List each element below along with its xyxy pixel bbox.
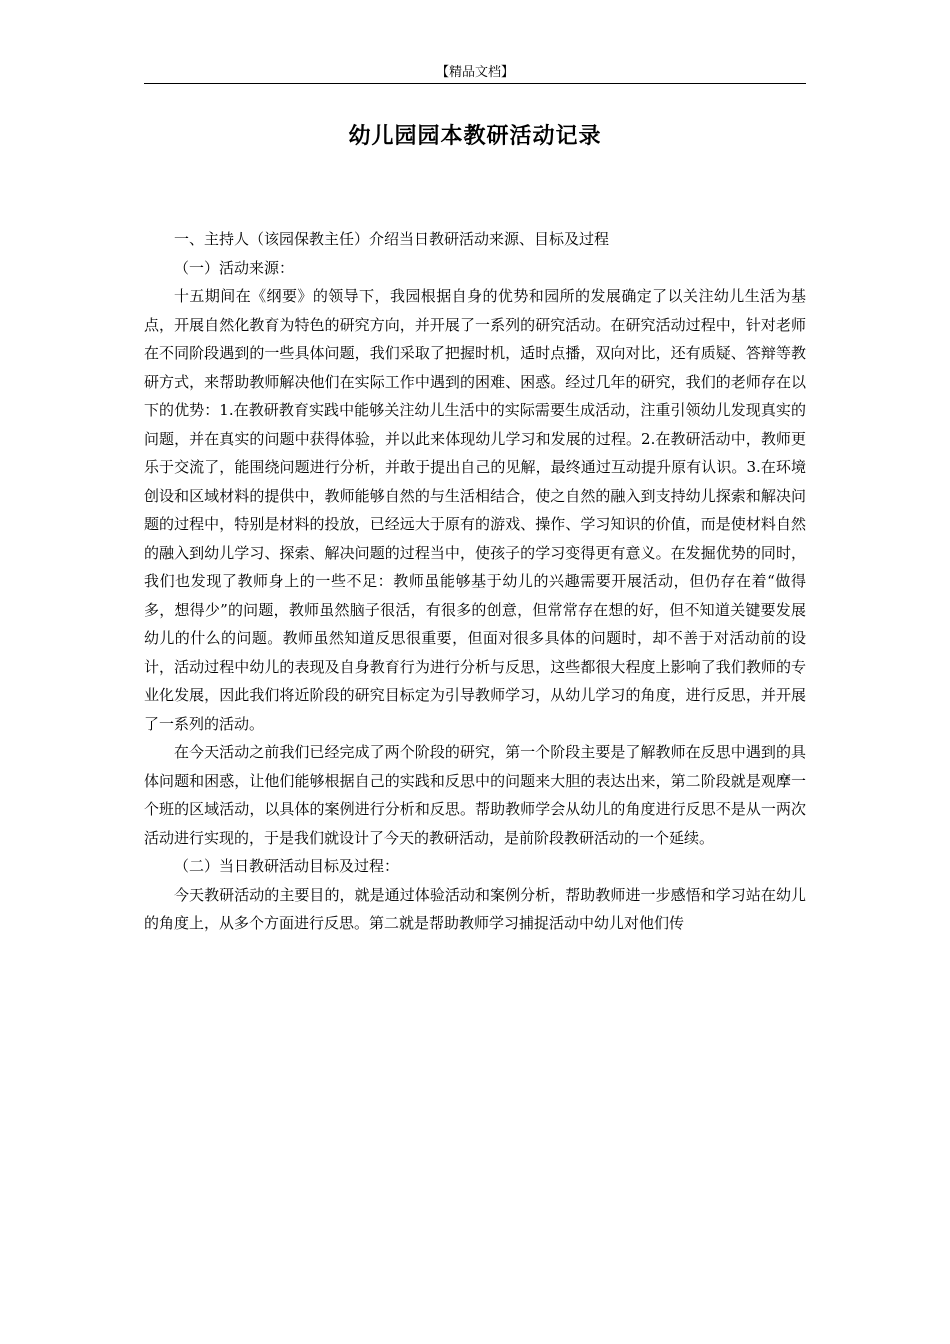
subsection-heading-goals-process: （二）当日教研活动目标及过程：: [174, 857, 400, 875]
paragraph-previous-stages: 在今天活动之前我们已经完成了两个阶段的研究，第一个阶段主要是了解教师在反思中遇到的具体问题和困惑，让他们能够根据自己的实践和反思中的问题来大胆的表达出来，第二阶段就是观摩一个班的区域活动，以具体的案例进行分析和反思。帮助教师学会从幼儿的角度进行反思不是从一两次活动进行实现的，于是我们就设计了今天的教研活动，是前阶段教研活动的一个延续。: [144, 743, 806, 847]
page-header-label: 【精品文档】: [435, 65, 514, 80]
subsection-heading-activity-source: （一）活动来源：: [174, 258, 295, 277]
header-divider: [144, 83, 806, 84]
section-heading-host-intro: 一、主持人（该园保教主任）介绍当日教研活动来源、目标及过程: [174, 230, 610, 248]
paragraph-research-background: 十五期间在《纲要》的领导下，我园根据自身的优势和园所的发展确定了以关注幼儿生活为基点，开展自然化教育为特色的研究方向，并开展了一系列的研究活动。在研究活动过程中，针对老师在不同阶段遇到的一些具体问题，我们采取了把握时机，适时点播，双向对比，还有质疑、答辩等教研方式，来帮助教师解决他们在实际工作中遇到的困难、困惑。经过几年的研究，我们的老师存在以下的优势：1.在教研教育实践中能够关注幼儿生活中的实际需要生成活动，注重引领幼儿发现真实的问题，并在真实的问题中获得体验，并以此来体现幼儿学习和发展的过程。2.在教研活动中，教师更乐于交流了，能围绕问题进行分析，并敢于提出自己的见解，最终通过互动提升原有认识。3.在环境创设和区域材料的提供中，教师能够自然的与生活相结合，使之自然的融入到支持幼儿探索和解决问题的过程中，特别是材料的投放，已经远大于原有的游戏、操作、学习知识的价值，而是使材料自然的融入到幼儿学习、探索、解决问题的过程当中，使孩子的学习变得更有意义。在发掘优势的同时，我们也发现了教师身上的一些不足：教师虽能够基于幼儿的兴趣需要开展活动，但仍存在着“做得多，想得少”的问题，教师虽然脑子很活，有很多的创意，但常常存在想的好，但不知道关键要发展幼儿的什么的问题。教师虽然知道反思很重要，但面对很多具体的问题时，却不善于对活动前的设计，活动过程中幼儿的表现及自身教育行为进行分析与反思，这些都很大程度上影响了我们教师的专业化发展，因此我们将近阶段的研究目标定为引导教师学习，从幼儿学习的角度，进行反思，并开展了一系列的活动。: [144, 287, 806, 733]
document-body: [144, 225, 806, 938]
document-title: 幼儿园园本教研活动记录: [348, 123, 602, 149]
paragraph-todays-goals: 今天教研活动的主要目的，就是通过体验活动和案例分析，帮助教师进一步感悟和学习站在幼儿的角度上，从多个方面进行反思。第二就是帮助教师学习捕捉活动中幼儿对他们传: [144, 885, 806, 932]
